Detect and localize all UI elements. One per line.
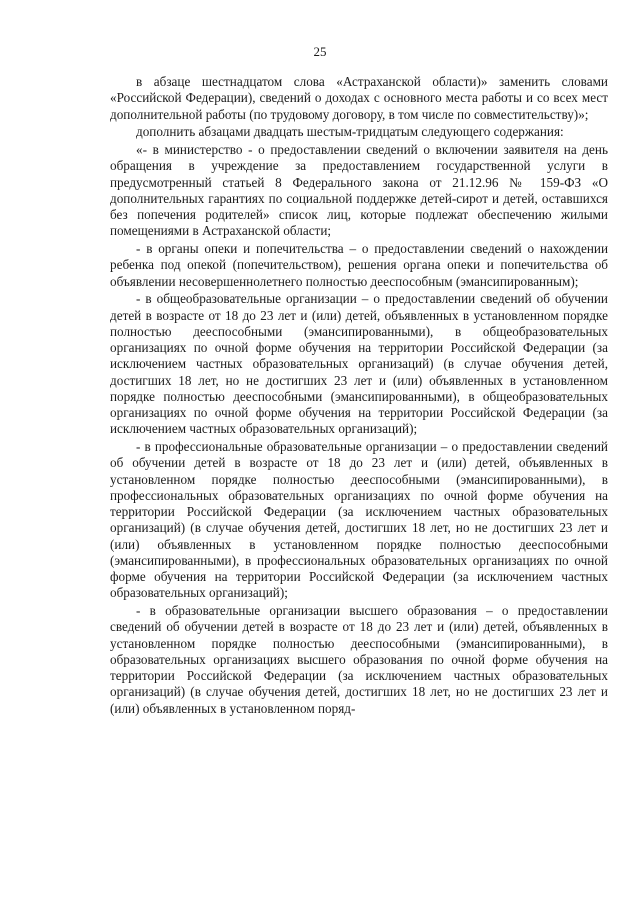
document-body (110, 74, 608, 718)
paragraph-general-education: - в общеобразовательные организации – о предоставлении сведений об обучении детей в возрасте от 18 до 23 лет и (или) детей, объявленных в установленном порядке полностью дееспособными (эмансипированными), в общеобразовательных организациях по очной форме обучения на территории Российской Федерации (за исключением частных образовательных организаций) (в случае обучения детей, достигших 18 лет, но не достигших 23 лет и (или) объявленных в установленном порядке полностью дееспособными (эмансипированными), в общеобразовательных организациях по очной форме обучения на территории Российской Федерации (за исключением частных образовательных организаций); (110, 291, 608, 437)
paragraph-amend-sixteenth: в абзаце шестнадцатом слова «Астраханской области)» заменить словами «Российской Федерации), сведений о доходах с основного места работы и со всех мест дополнительной работы (по трудовому договору, в том числе по совместительству)»; (110, 74, 608, 122)
paragraph-guardianship: - в органы опеки и попечительства – о предоставлении сведений о нахождении ребенка под опекой (попечительством), решения органа опеки и попечительства об объявлении несовершеннолетнего полностью дееспособным (эмансипированным); (110, 241, 608, 289)
paragraph-higher-education: - в образовательные организации высшего образования – о предоставлении сведений об обучении детей в возрасте от 18 до 23 лет и (или) детей, объявленных в установленном порядке полностью дееспособными (эмансипированными), в образовательных организациях высшего образования по очной форме обучения на территории Российской Федерации (за исключением частных образовательных организаций) (в случае обучения детей, достигших 18 лет, но не достигших 23 лет и (или) объявленных в установленном поряд- (110, 603, 608, 716)
paragraph-professional-education: - в профессиональные образовательные организации – о предоставлении сведений об обучении детей в возрасте от 18 до 23 лет и (или) детей, объявленных в установленном порядке полностью дееспособными (эмансипированными), в профессиональных образовательных организациях по очной форме обучения на территории Российской Федерации (за исключением частных образовательных организаций) (в случае обучения детей, достигших 18 лет, но не достигших 23 лет и (или) объявленных в установленном порядке полностью дееспособными (эмансипированными), в профессиональных образовательных организациях по очной форме обучения на территории Российской Федерации (за исключением частных образовательных организаций); (110, 439, 608, 601)
paragraph-add-clauses: дополнить абзацами двадцать шестым-тридцатым следующего содержания: (136, 124, 564, 140)
page-number: 25 (313, 44, 327, 59)
paragraph-ministry: «- в министерство - о предоставлении сведений о включении заявителя на день обращения в учреждение за предоставлением государственной услуги в предусмотренный статьей 8 Федерального закона от 21.12.96 № 159-ФЗ «О дополнительных гарантиях по социальной поддержке детей-сирот и детей, оставшихся без попечения родителей» список лиц, которые подлежат обеспечению жилыми помещениями в Астраханской области; (110, 142, 608, 239)
